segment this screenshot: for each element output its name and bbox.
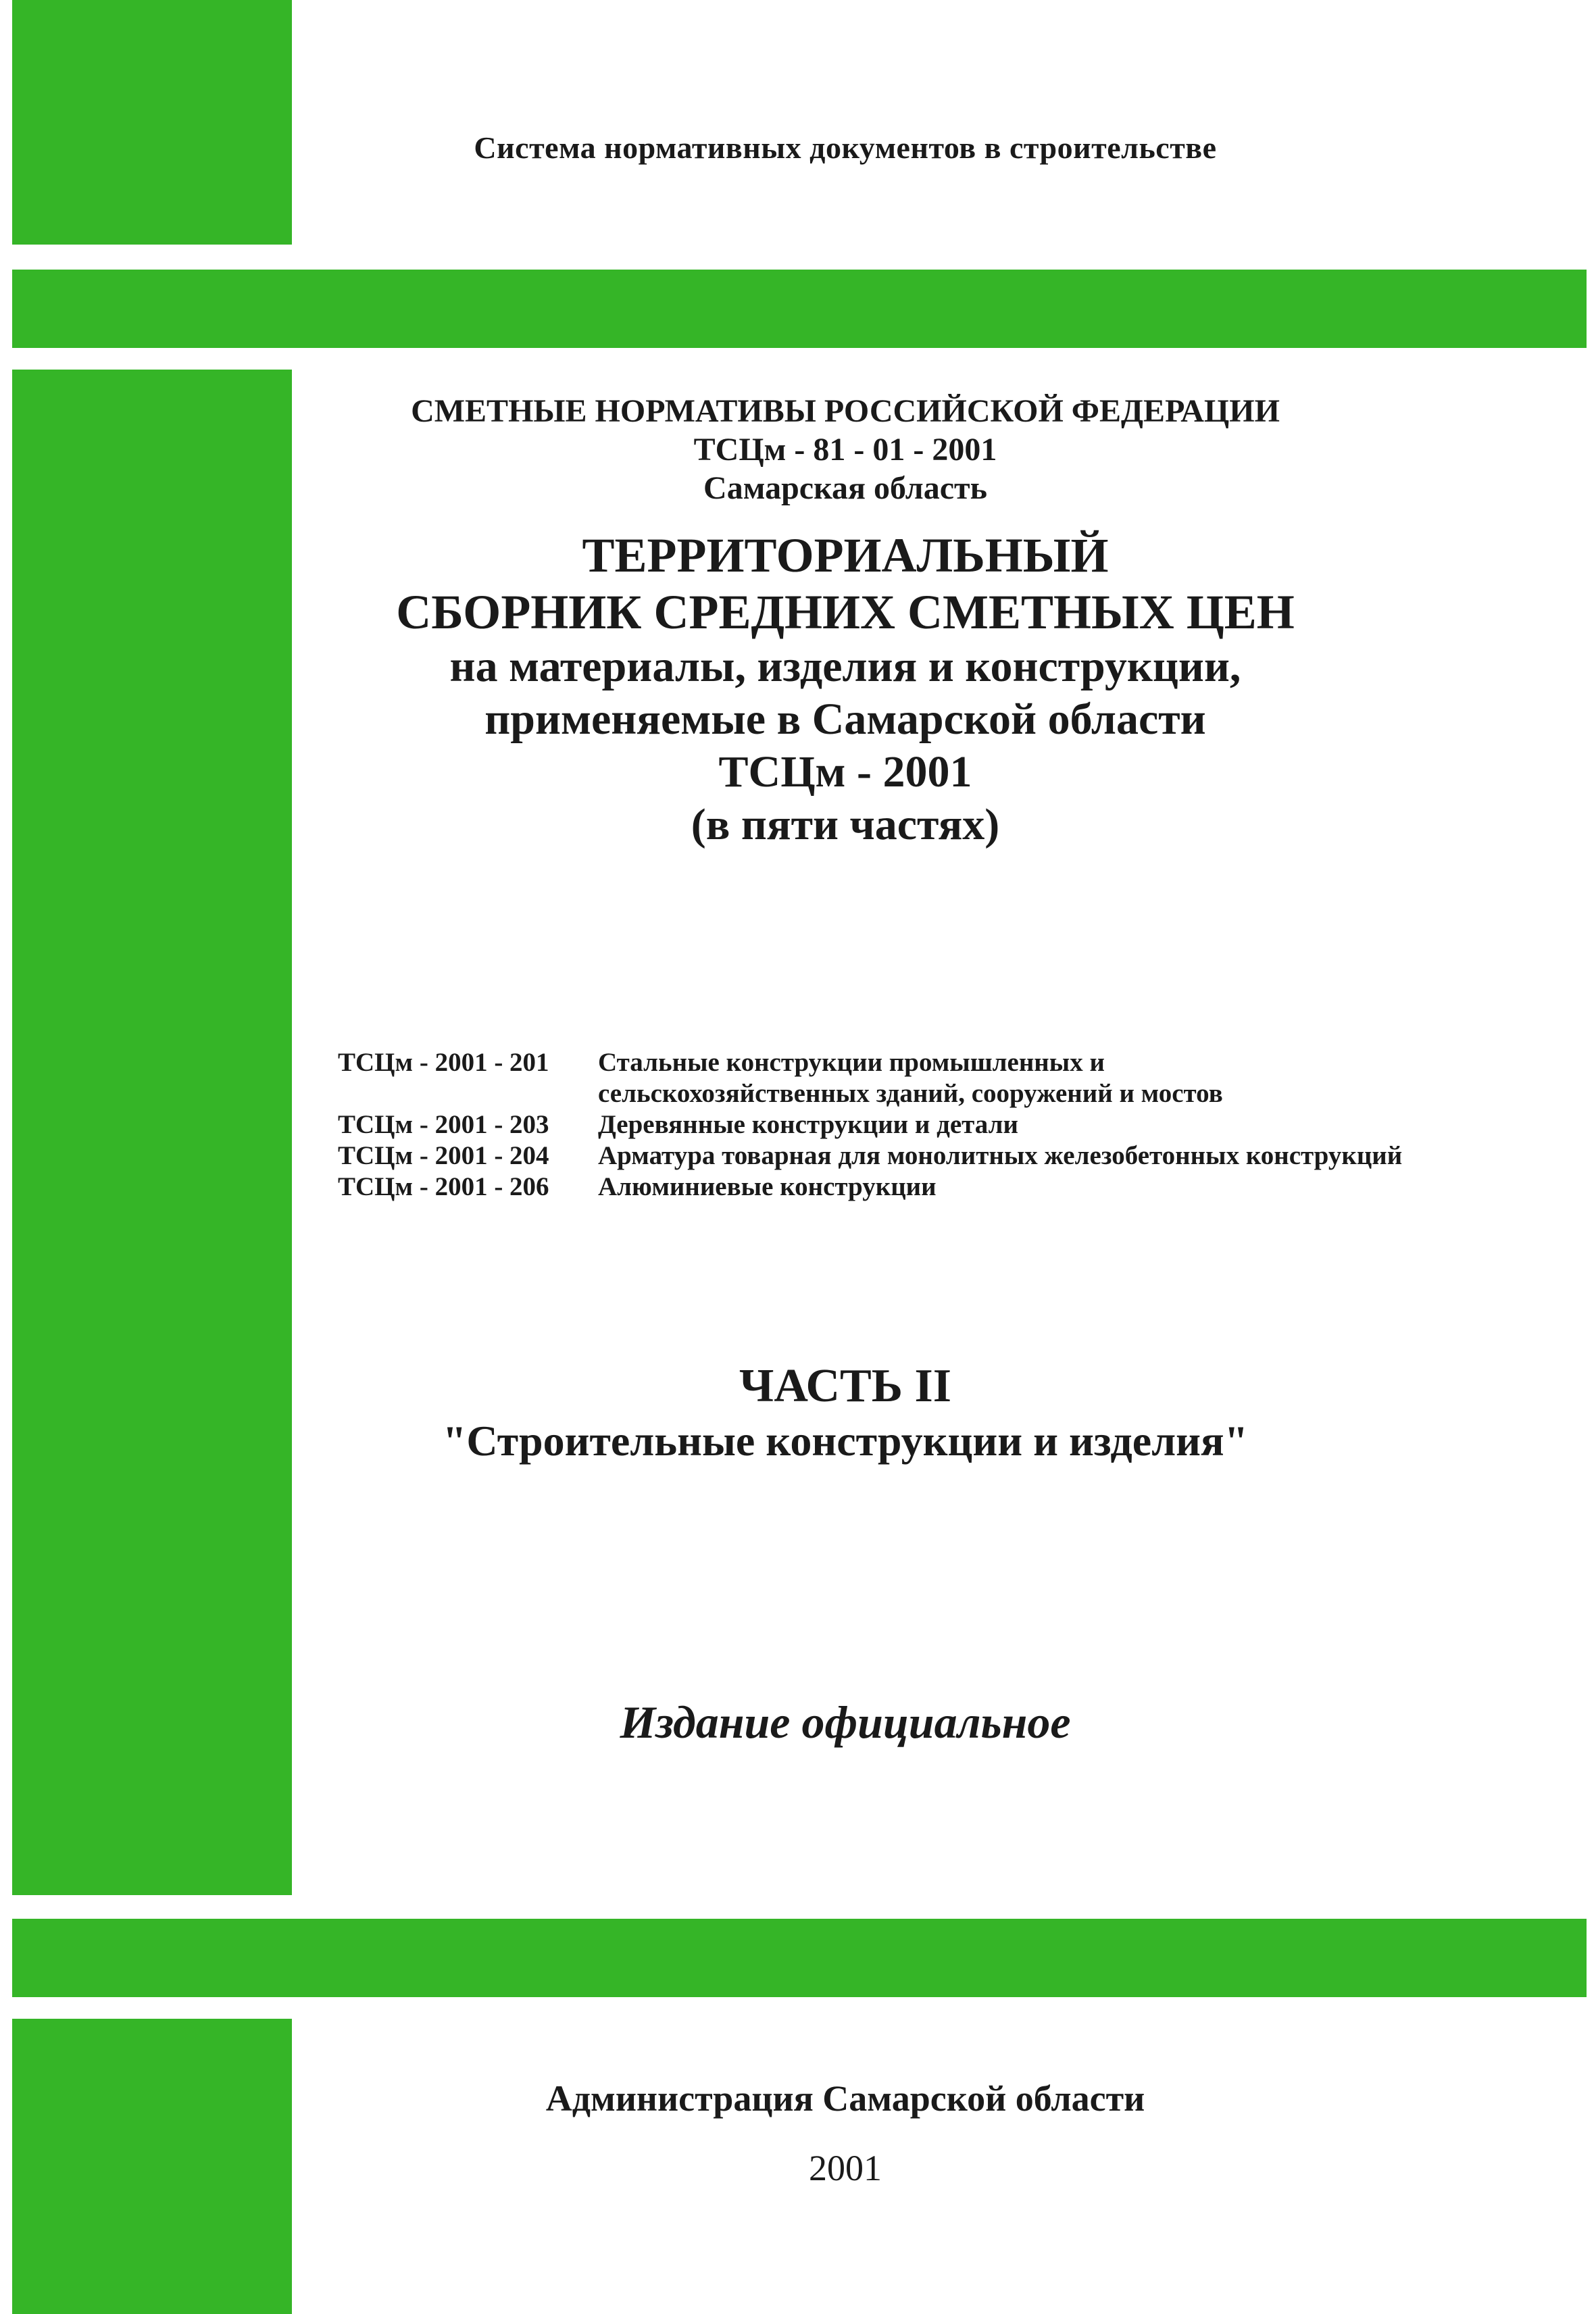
document-title: [0, 527, 1596, 851]
header-line-3: Самарская область: [703, 470, 987, 506]
parts-list-row: [338, 1109, 1402, 1140]
part-number: ЧАСТЬ II: [739, 1360, 951, 1412]
publisher: Администрация Самарской области: [545, 2078, 1145, 2119]
standard-header: [0, 392, 1596, 507]
parts-list-row: [338, 1078, 1402, 1109]
title-line-2: СБОРНИК СРЕДНИХ СМЕТНЫХ ЦЕН: [396, 585, 1295, 639]
title-line-4: применяемые в Самарской области: [484, 695, 1206, 744]
part-heading: [0, 1358, 1596, 1467]
title-line-1: ТЕРРИТОРИАЛЬНЫЙ: [582, 528, 1109, 582]
edition-label: Издание официальное: [620, 1696, 1071, 1748]
series-line: Система нормативных документов в строительстве: [474, 130, 1217, 165]
part-code: ТСЦм - 2001 - 203: [338, 1110, 549, 1139]
title-line-3: на материалы, изделия и конструкции,: [449, 642, 1241, 691]
part-description: Деревянные конструкции и детали: [598, 1110, 1018, 1139]
part-description: Стальные конструкции промышленных и: [598, 1048, 1105, 1077]
parts-list-row: [338, 1140, 1402, 1172]
parts-list-row: [338, 1047, 1402, 1078]
part-code: ТСЦм - 2001 - 201: [338, 1048, 549, 1077]
part-description: Арматура товарная для монолитных железобетонных конструкций: [598, 1141, 1403, 1170]
part-description: сельскохозяйственных зданий, сооружений и мостов: [598, 1079, 1223, 1108]
parts-list: [338, 1047, 1402, 1203]
publication-year: 2001: [809, 2148, 882, 2188]
header-line-2: ТСЦм - 81 - 01 - 2001: [693, 432, 997, 468]
part-code: ТСЦм - 2001 - 206: [338, 1172, 549, 1201]
title-line-5: ТСЦм - 2001: [718, 747, 972, 797]
header-line-1: СМЕТНЫЕ НОРМАТИВЫ РОССИЙСКОЙ ФЕДЕРАЦИИ: [411, 393, 1280, 429]
parts-list-row: [338, 1172, 1402, 1203]
part-code: [338, 1078, 598, 1109]
part-code: ТСЦм - 2001 - 204: [338, 1141, 549, 1170]
part-title: "Строительные конструкции и изделия": [442, 1417, 1249, 1465]
title-line-6: (в пяти частях): [691, 800, 1000, 849]
green-block-top: [12, 0, 292, 245]
green-band-lower: [12, 1919, 1587, 1997]
part-description: Алюминиевые конструкции: [598, 1172, 937, 1201]
green-band-upper: [12, 270, 1587, 348]
